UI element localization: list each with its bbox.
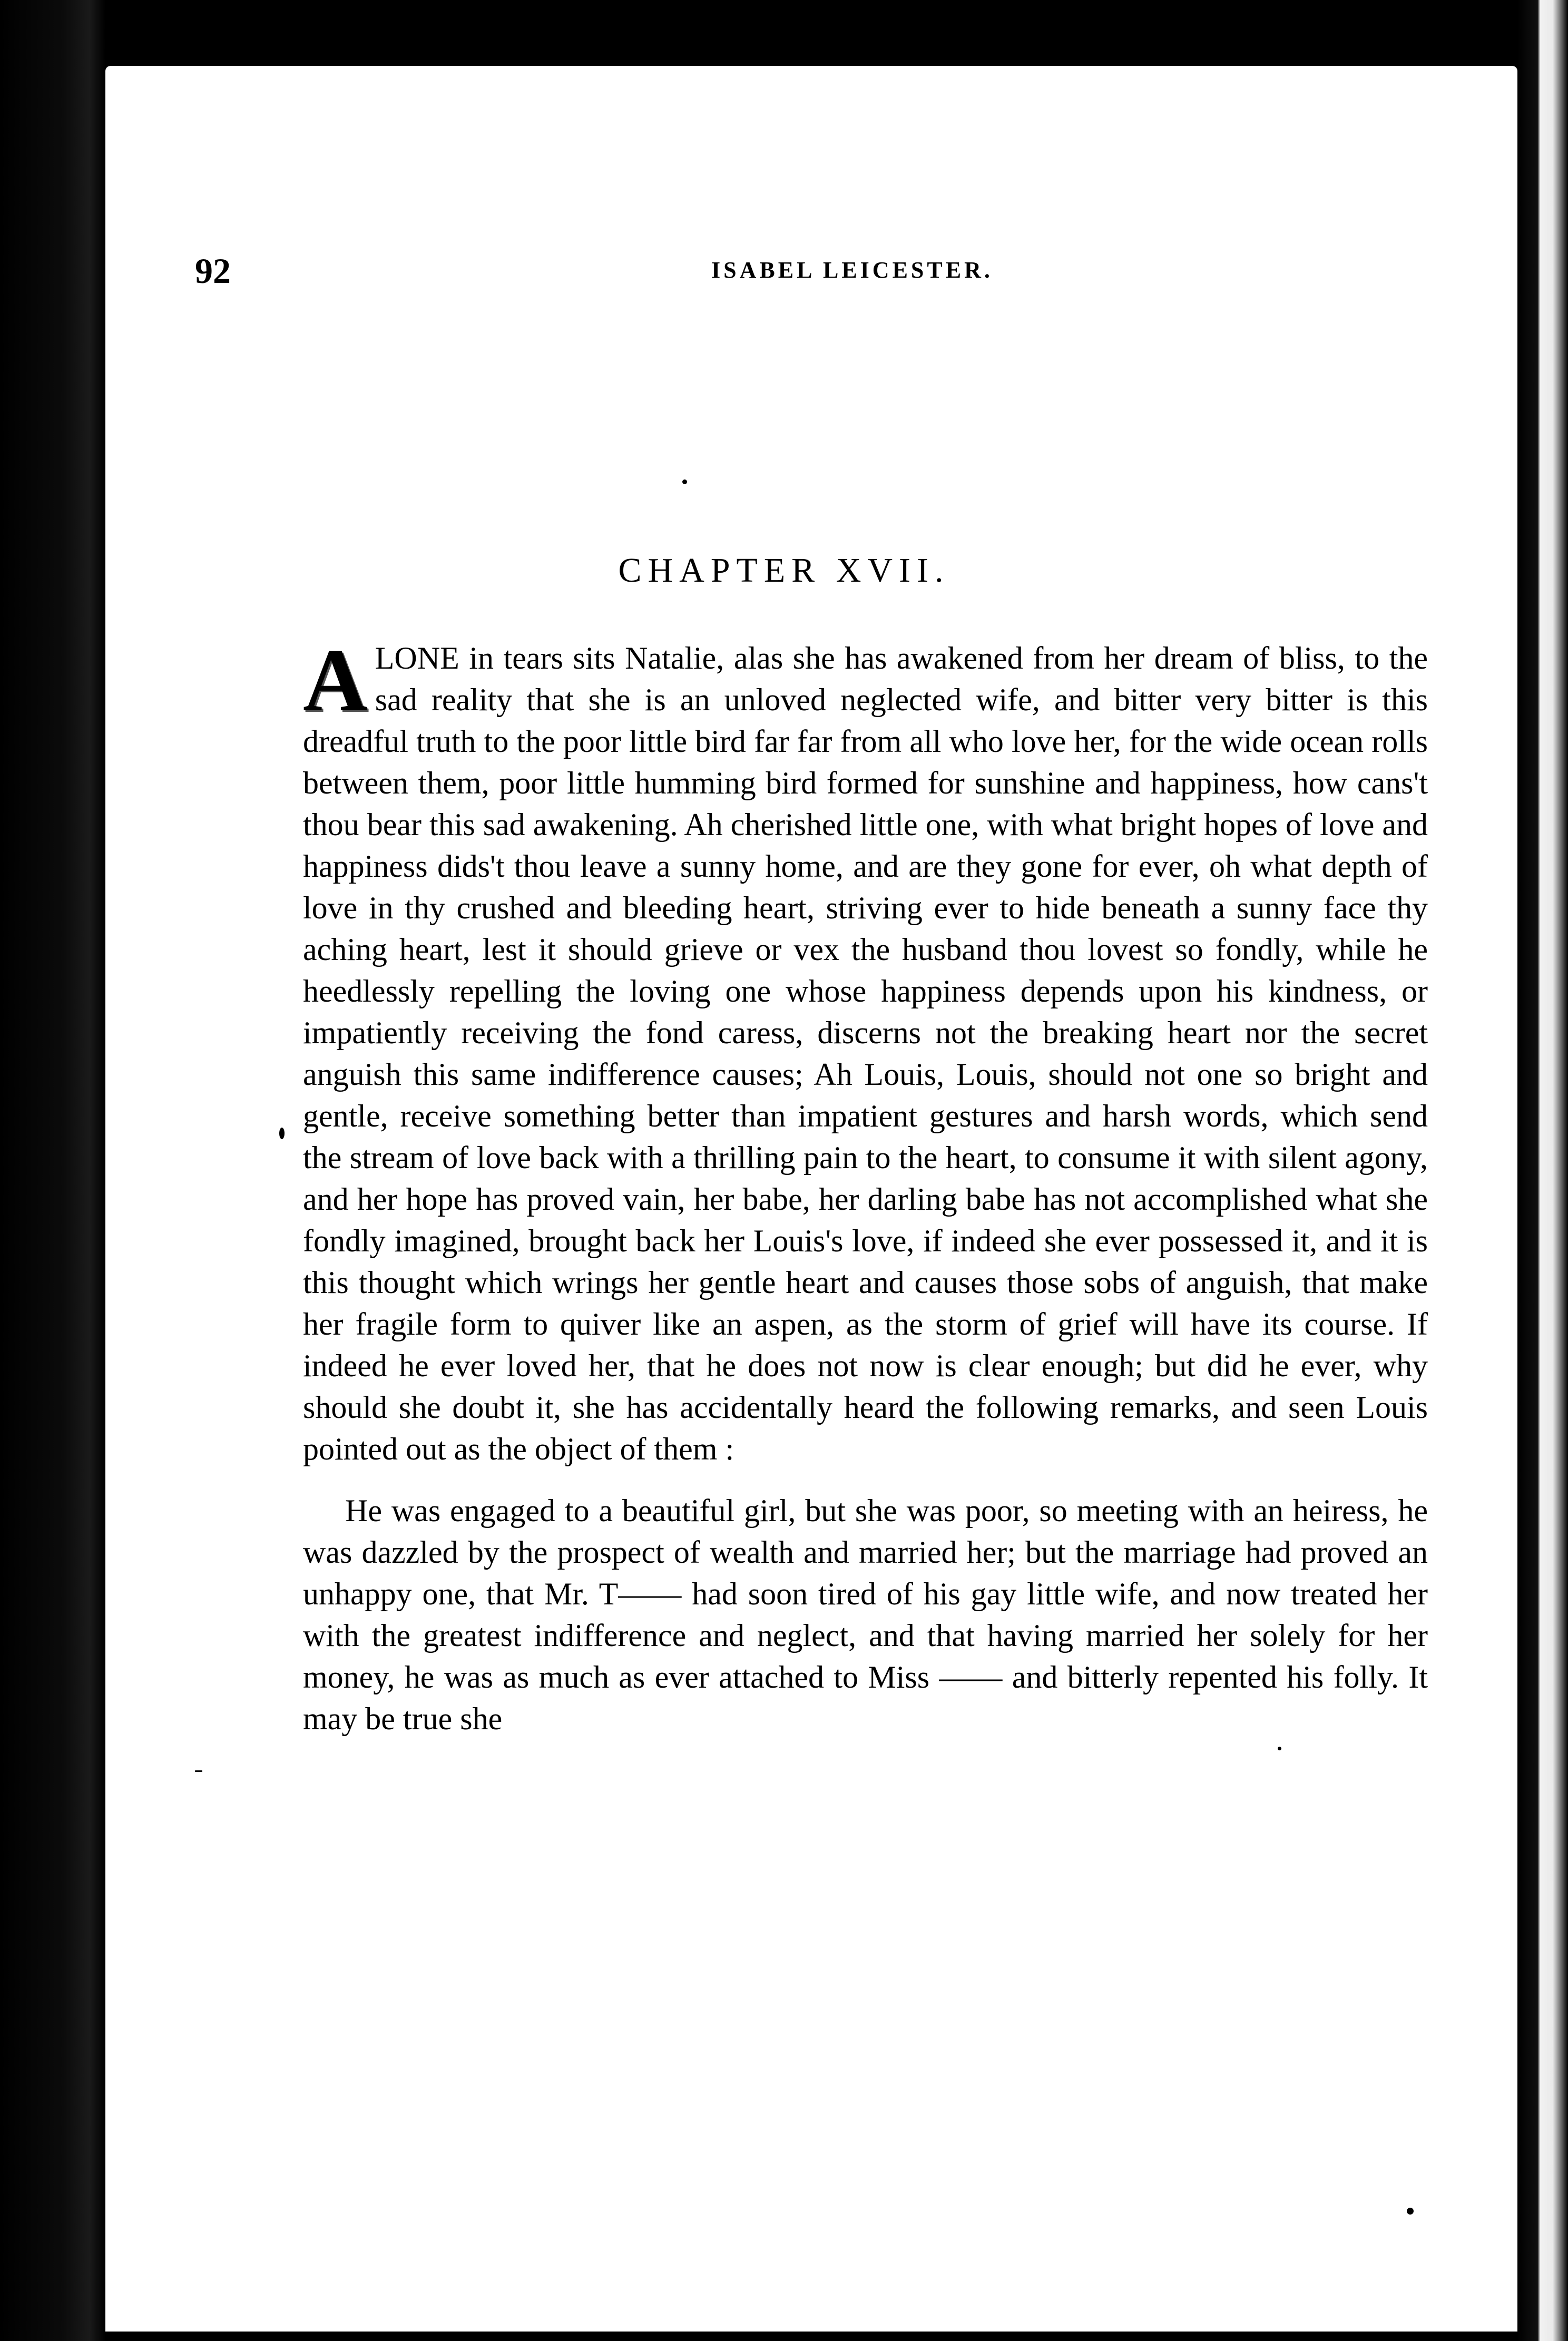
chapter-body xyxy=(303,631,1428,1740)
scan-speck xyxy=(1278,1747,1281,1750)
paragraph-1 xyxy=(303,631,1428,1470)
scan-speck xyxy=(195,1770,202,1772)
scan-speck xyxy=(1407,2208,1414,2215)
page-number: 92 xyxy=(195,251,231,291)
drop-cap: A xyxy=(303,631,368,730)
paragraph-1-text: LONE in tears sits Natalie, alas she has awakened from her dream of bliss, to the sad reality that she is an unloved neglected wife, and bitter very bitter is this dreadful truth to the poor little bird far far from all who love her, for the wide ocean rolls between them, poor little humming bird formed for sunshine and happiness, how cans't thou bear this sad awakening. Ah cherished little one, with what bright hopes of love and happiness dids't thou leave a sunny home, and are they gone for ever, oh what depth of love in thy crushed and bleeding heart, striving ever to hide beneath a sunny face thy aching heart, lest it should grieve or vex the husband thou lovest so fondly, while he heedlessly repelling the loving one whose happiness depends upon his kindness, or impatiently receiving the fond caress, discerns not the breaking heart nor the secret anguish this same indifference causes; Ah Louis, Louis, should not one so bright and gentle, receive something better than impatient gestures and harsh words, which send the stream of love back with a thrilling pain to the heart, to consume it with silent agony, and her hope has proved vain, her babe, her darling babe has not accomplished what she fondly imagined, brought back her Louis's love, if indeed she ever possessed it, and it is this thought which wrings her gentle heart and causes those sobs of anguish, that make her fragile form to quiver like an aspen, as the storm of grief will have its course. If indeed he ever loved her, that he does not now is clear enough; but did he ever, why should she doubt it, she has accidentally heard the following remarks, and seen Louis pointed out as the object of them : xyxy=(303,641,1428,1466)
chapter-title: CHAPTER XVII. xyxy=(618,551,950,590)
paragraph-2: He was engaged to a beautiful girl, but she was poor, so meeting with an heiress, he was dazzled by the prospect of wealth and married her; but the marriage had proved an unhappy one, that Mr. T—— had soon tired of his gay little wife, and now treated her with the greatest indifference and neglect, and that having married her solely for her money, he was as much as ever attached to Miss —— and bitterly repented his folly. It may be true she xyxy=(303,1493,1428,1736)
book-spine-edge xyxy=(0,0,105,2341)
running-head xyxy=(195,250,1449,292)
scan-speck xyxy=(682,479,687,484)
next-page-edge xyxy=(1517,0,1568,2341)
running-title: ISABEL LEICESTER. xyxy=(711,257,993,283)
scan-speck xyxy=(279,1128,285,1139)
